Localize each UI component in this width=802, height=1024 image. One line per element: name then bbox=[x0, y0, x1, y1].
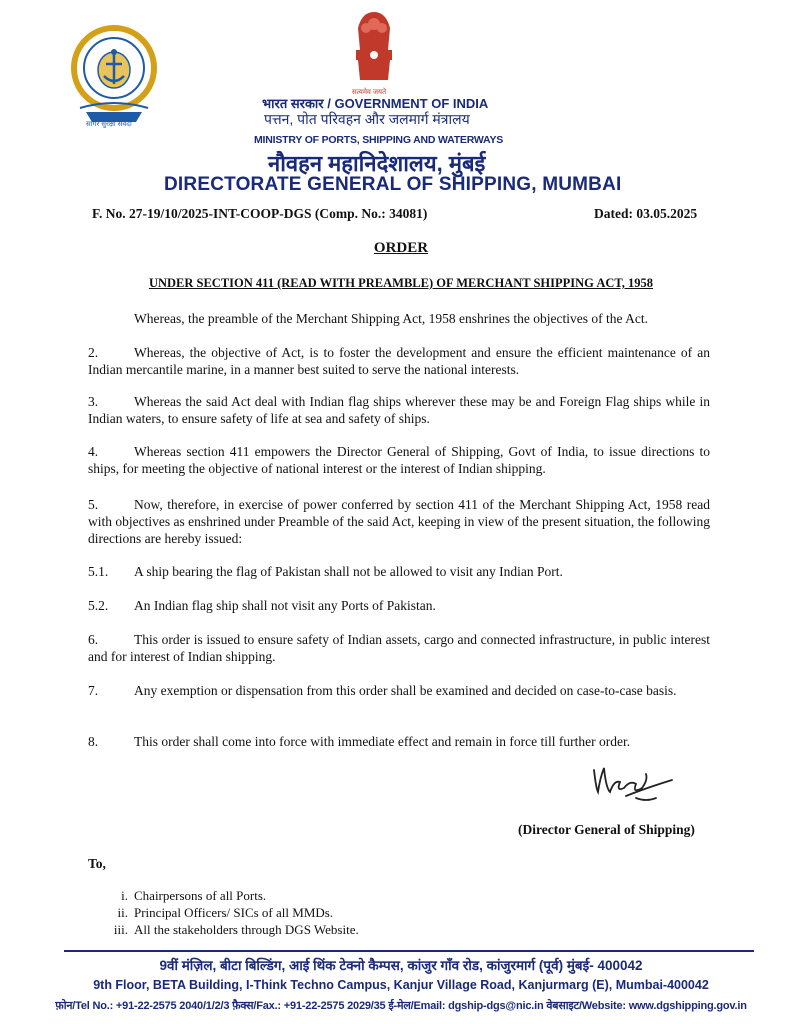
paragraph-4 bbox=[88, 443, 710, 477]
national-emblem bbox=[348, 10, 400, 94]
header-ministry-hindi: पत्तन, पोत परिवहन और जलमार्ग मंत्रालय bbox=[264, 111, 470, 127]
footer-address: 9th Floor, BETA Building, I-Think Techno Campus, Kanjur Village Road, Kanjurmarg (E), Mumbai-400042 bbox=[93, 978, 709, 992]
paragraph-text: Whereas, the preamble of the Merchant Shipping Act, 1958 enshrines the objectives of the Act. bbox=[134, 311, 648, 326]
recipient-number: iii. bbox=[113, 922, 128, 937]
paragraph-number: 4. bbox=[88, 444, 99, 459]
paragraph-8 bbox=[88, 733, 710, 750]
paragraph-5 bbox=[88, 496, 710, 547]
recipient-item bbox=[88, 905, 333, 920]
footer-address-hindi: 9वीं मंज़िल, बीटा बिल्डिंग, आई थिंक टेक्नो कैम्पस, कांजुर गाँव रोड, कांजुरमार्ग (पूर्व) मुंबई- 400042 bbox=[159, 958, 643, 973]
paragraph-6 bbox=[88, 631, 710, 665]
paragraph-number: 3. bbox=[88, 394, 99, 409]
paragraph-text: Whereas the said Act deal with Indian flag ships wherever these may be and Foreign Flag ships while in Indian waters, to ensure safety of life at sea and safety of ships. bbox=[88, 394, 710, 426]
paragraph-3 bbox=[88, 393, 710, 427]
paragraph-text: Whereas section 411 empowers the Director General of Shipping, Govt of India, to issue directions to ships, for meeting the objective of national interest or the interest of Indian shipping. bbox=[88, 444, 710, 476]
footer-divider bbox=[64, 950, 754, 952]
recipient-number: i. bbox=[121, 888, 128, 903]
paragraph-number: 7. bbox=[88, 683, 99, 698]
paragraph-number: 5. bbox=[88, 497, 99, 512]
paragraph-7 bbox=[88, 682, 710, 699]
paragraph-2 bbox=[88, 344, 710, 378]
recipient-text: All the stakeholders through DGS Website. bbox=[134, 922, 359, 937]
paragraph-text: This order shall come into force with immediate effect and remain in force till further order. bbox=[134, 734, 631, 749]
recipient-item bbox=[88, 888, 266, 903]
to-label: To, bbox=[88, 856, 106, 871]
recipient-number: ii. bbox=[117, 905, 128, 920]
paragraph-text: Any exemption or dispensation from this order shall be examined and decided on case-to-case basis. bbox=[134, 683, 677, 698]
header-dgs: DIRECTORATE GENERAL OF SHIPPING, MUMBAI bbox=[164, 174, 622, 195]
logo-motto: सागर सुरक्षा सर्वदा bbox=[86, 121, 132, 128]
order-title: ORDER bbox=[373, 240, 429, 256]
paragraph-text: This order is issued to ensure safety of Indian assets, cargo and connected infrastructure, in public interest and for interest of Indian shipping. bbox=[88, 632, 710, 664]
emblem-motto: सत्यमेव जयते bbox=[352, 89, 387, 96]
order-subtitle: UNDER SECTION 411 (READ WITH PREAMBLE) OF MERCHANT SHIPPING ACT, 1958 bbox=[148, 276, 654, 290]
paragraph-number: 5.1. bbox=[88, 564, 109, 579]
footer-contact: फ़ोन/Tel No.: +91-22-2575 2040/1/2/3 फ़ैक्स/Fax.: +91-22-2575 2029/35 ई-मेल/Email: dgship-dgs@nic.in वेबसाइट/Website: www.dgshipping.gov.in bbox=[55, 1000, 747, 1012]
order-date: Dated: 03.05.2025 bbox=[594, 206, 698, 221]
paragraph-text: Whereas, the objective of Act, is to foster the development and ensure the efficient maintenance of an Indian mercantile marine, in a manner best suited to serve the national interests. bbox=[88, 345, 710, 377]
paragraph-text: A ship bearing the flag of Pakistan shall not be allowed to visit any Indian Port. bbox=[134, 564, 563, 579]
paragraph-text: Now, therefore, in exercise of power conferred by section 411 of the Merchant Shipping Act, 1958 read with objectives as enshrined under Preamble of the said Act, keeping in view of the present situation, the following directions are hereby issued: bbox=[88, 497, 710, 546]
ashoka-emblem-icon bbox=[348, 10, 400, 94]
paragraph-number: 8. bbox=[88, 734, 99, 749]
paragraph-text: An Indian flag ship shall not visit any Ports of Pakistan. bbox=[134, 598, 436, 613]
header-dgs-hindi: नौवहन महानिदेशालय, मुंबई bbox=[268, 151, 486, 176]
paragraph-number: 6. bbox=[88, 632, 99, 647]
header-government-of-india: भारत सरकार / GOVERNMENT OF INDIA bbox=[262, 96, 489, 111]
paragraph-5-2 bbox=[88, 597, 710, 614]
recipient-text: Principal Officers/ SICs of all MMDs. bbox=[134, 905, 334, 920]
paragraph-number: 2. bbox=[88, 345, 99, 360]
signature bbox=[586, 758, 676, 808]
signatory: (Director General of Shipping) bbox=[518, 822, 695, 837]
paragraph-1 bbox=[88, 310, 710, 327]
signature-icon bbox=[586, 758, 676, 808]
paragraph-5-1 bbox=[88, 563, 710, 580]
file-number: F. No. 27-19/10/2025-INT-COOP-DGS (Comp. No.: 34081) bbox=[92, 206, 428, 221]
recipient-text: Chairpersons of all Ports. bbox=[134, 888, 267, 903]
paragraph-number: 5.2. bbox=[88, 598, 109, 613]
recipient-item bbox=[88, 922, 359, 937]
header-ministry: MINISTRY OF PORTS, SHIPPING AND WATERWAYS bbox=[254, 134, 504, 146]
